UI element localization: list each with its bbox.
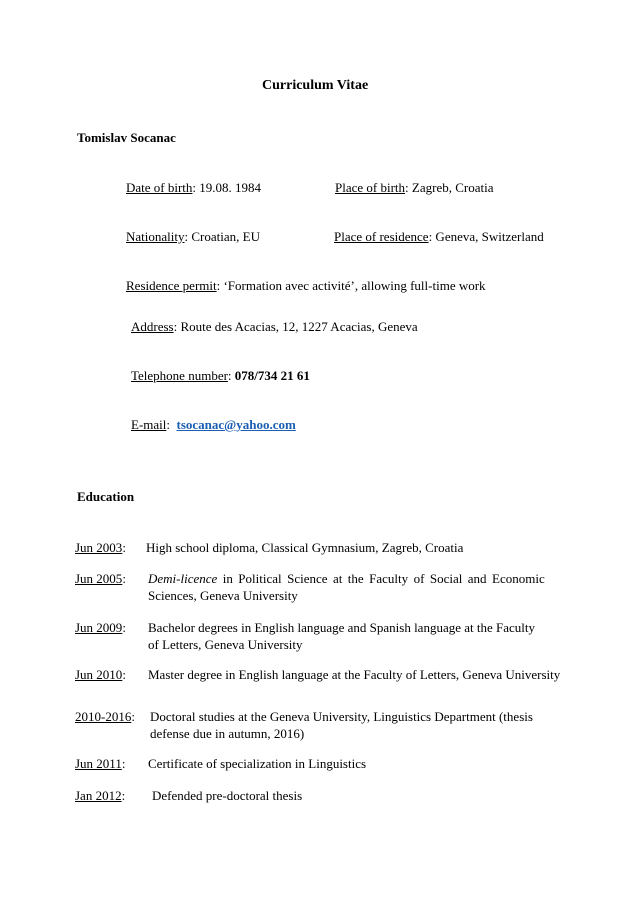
entry-line2: of Letters, Geneva University (148, 637, 303, 652)
entry-line1: Defended pre-doctoral thesis (152, 788, 303, 803)
place-of-residence (334, 229, 544, 245)
entry-line1: Master degree in English language at the Faculty of Letters, Geneva University (148, 667, 561, 682)
entry-sep: : (121, 788, 126, 803)
entry-sep: : (121, 756, 126, 771)
date-of-birth (126, 180, 261, 196)
address-value: : Route des Acacias, 12, 1227 Acacias, Geneva (173, 319, 418, 334)
phone-label: Telephone number (131, 368, 228, 383)
place-of-birth (335, 180, 493, 196)
dob-value: : 19.08. 1984 (192, 180, 262, 195)
address-label: Address (131, 319, 174, 334)
nationality-label: Nationality (126, 229, 185, 244)
email-label: E-mail (131, 417, 167, 432)
nationality (126, 229, 260, 245)
entry-date: Jan 2012 (75, 788, 122, 803)
entry-date: Jun 2005 (75, 571, 123, 586)
dob-label: Date of birth (126, 180, 193, 195)
entry-date: Jun 2010 (75, 667, 123, 682)
nationality-value: : Croatian, EU (184, 229, 260, 244)
education-entry (75, 620, 126, 636)
email (131, 417, 296, 433)
phone-value: 078/734 21 61 (234, 368, 310, 383)
entry-line1: Bachelor degrees in English language and Spanish language at the Faculty (148, 620, 535, 635)
document-title: Curriculum Vitae (262, 78, 369, 93)
pob-value: : Zagreb, Croatia (405, 180, 494, 195)
entry-line1: Certificate of specialization in Linguistics (148, 756, 367, 771)
entry-line1: in Political Science at the Faculty of Social and Economic (217, 571, 545, 586)
education-entry (75, 709, 135, 725)
education-entry (75, 756, 125, 772)
entry-date: Jun 2011 (75, 756, 122, 771)
entry-description (148, 571, 545, 587)
entry-line1: Doctoral studies at the Geneva University, Linguistics Department (thesis (150, 709, 533, 724)
education-entry (75, 788, 125, 804)
entry-line2: Sciences, Geneva University (148, 588, 298, 603)
entry-date: Jun 2009 (75, 620, 123, 635)
entry-sep: : (122, 571, 126, 586)
email-link[interactable]: tsocanac@yahoo.com (176, 417, 296, 432)
permit-label: Residence permit (126, 278, 217, 293)
permit-value: : ‘Formation avec activité’, allowing full-time work (216, 278, 486, 293)
entry-date: Jun 2003 (75, 540, 123, 555)
entry-italic-term: Demi-licence (148, 571, 218, 586)
residence-permit (126, 278, 486, 294)
education-entry (75, 667, 126, 683)
entry-date: 2010-2016 (75, 709, 132, 724)
entry-sep: : (131, 709, 135, 724)
education-entry (75, 540, 126, 556)
entry-description: High school diploma, Classical Gymnasium, Zagreb, Croatia (146, 540, 464, 555)
entry-sep: : (122, 540, 126, 555)
phone-separator: : (227, 368, 235, 383)
residence-label: Place of residence (334, 229, 429, 244)
education-entry (75, 571, 126, 587)
email-separator: : (166, 417, 177, 432)
education-heading: Education (77, 489, 135, 504)
person-name: Tomislav Socanac (77, 130, 176, 145)
telephone (131, 368, 310, 384)
pob-label: Place of birth (335, 180, 406, 195)
entry-sep: : (122, 667, 126, 682)
entry-line2: defense due in autumn, 2016) (150, 726, 305, 741)
entry-sep: : (122, 620, 126, 635)
residence-value: : Geneva, Switzerland (428, 229, 544, 244)
address (131, 319, 418, 335)
